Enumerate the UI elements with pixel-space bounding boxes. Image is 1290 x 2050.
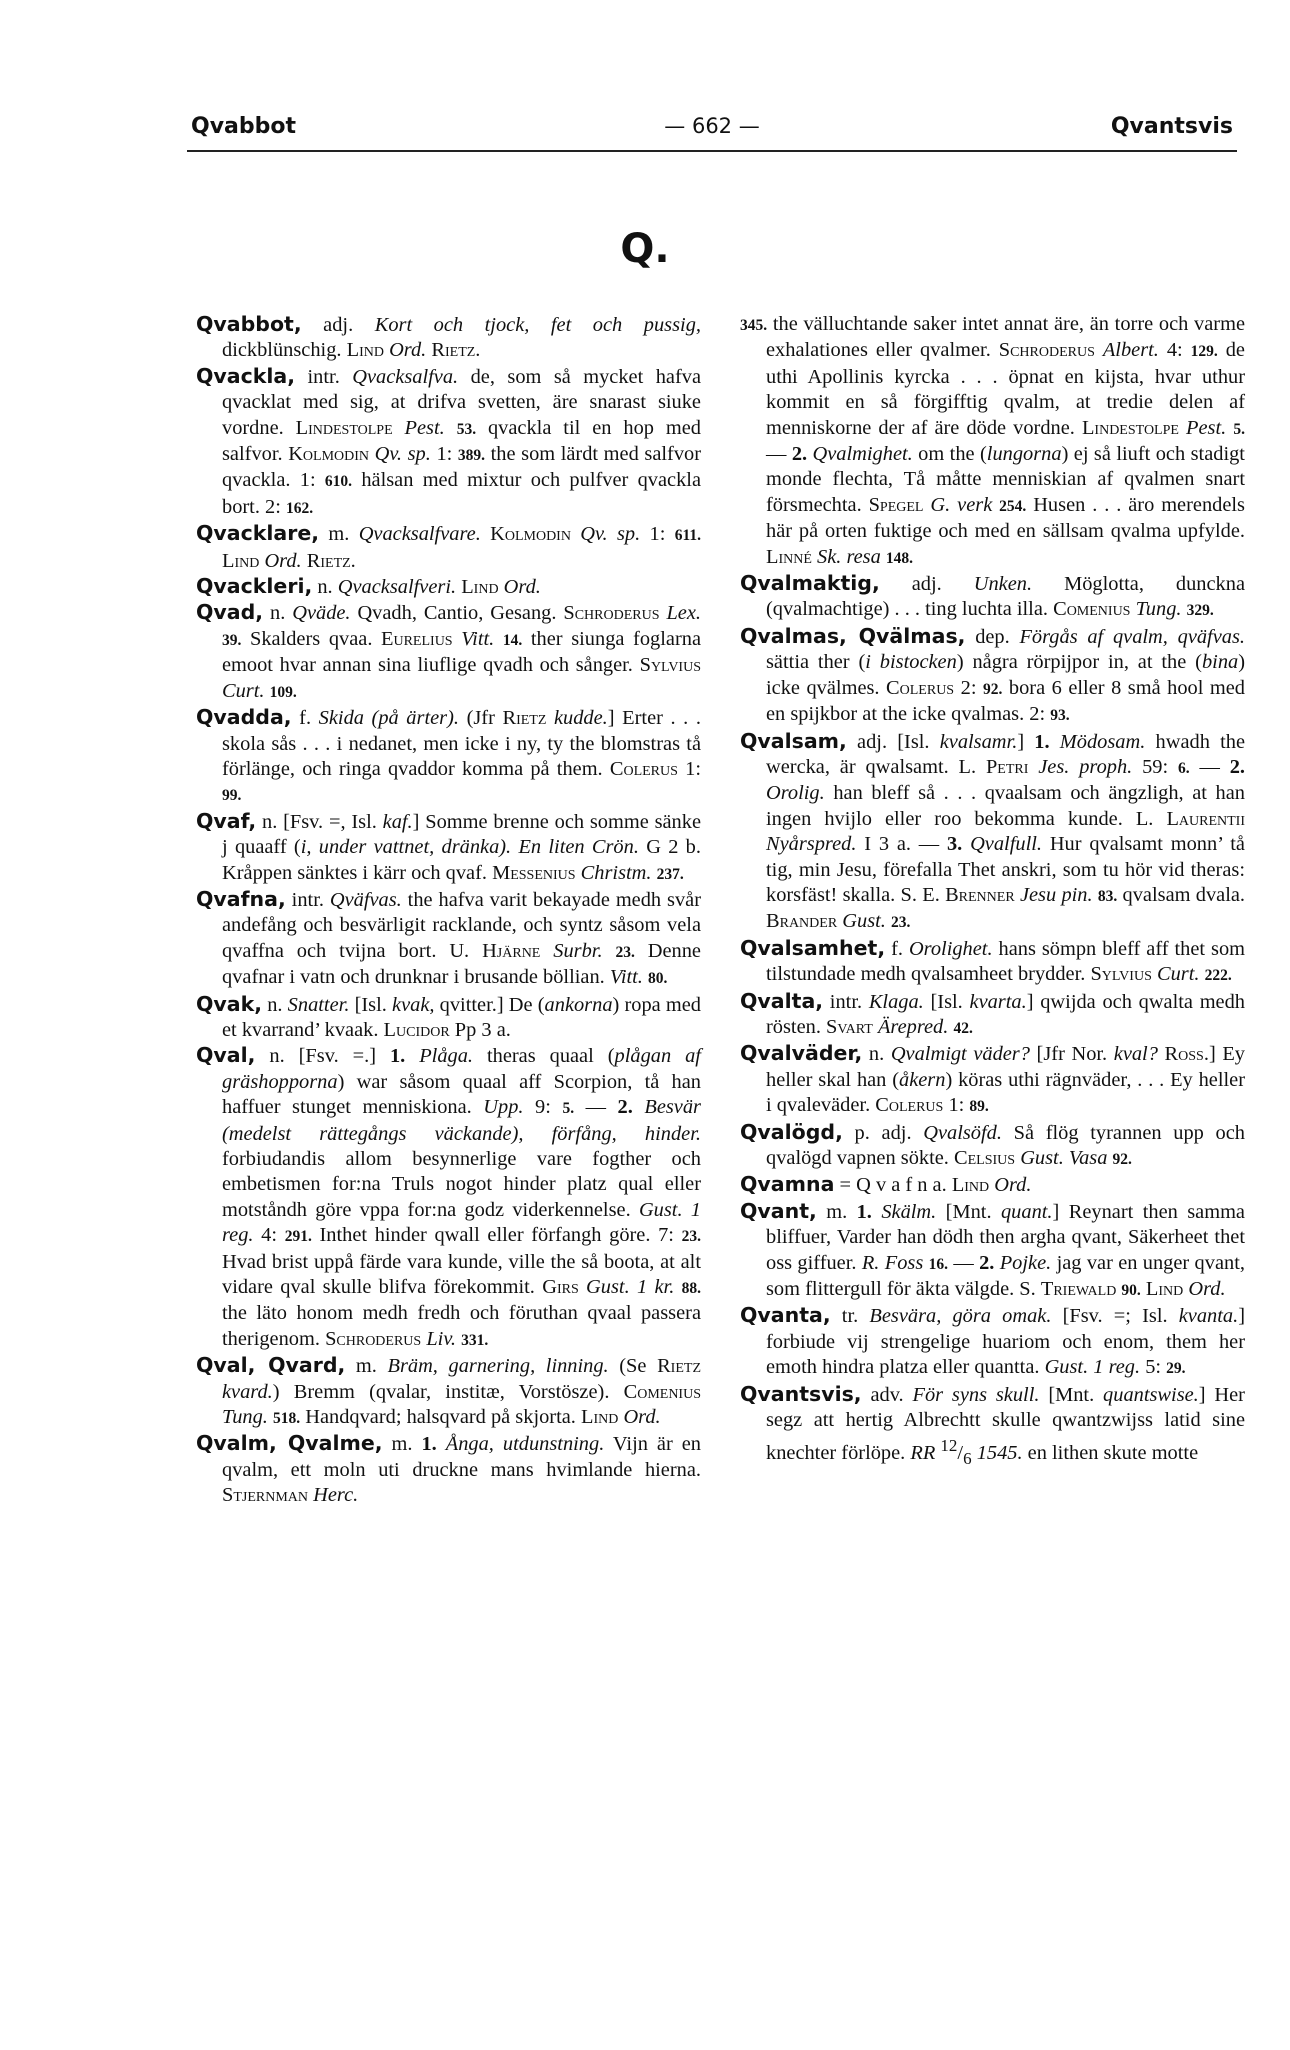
dictionary-entry: Qvabbot, adj. Kort och tjock, fet och pussig, dickblünschig. Lind Ord. Rietz. <box>196 312 701 362</box>
dictionary-entry: Qvalm, Qvalme, m. 1. Ånga, utdunstning. Vijn är en qvalm, ett moln uti druckne mans hvimlande hierna. Stjernman Herc. <box>196 1431 701 1507</box>
dictionary-entry: Qvantsvis, adv. För syns skull. [Mnt. quantswise.] Her segz att hertig Albrechtt skulle qwantzwijss latid sine knechter förlöpe. RR $^{12}/_6$ 1545. en lithen skute motte <box>740 1381 1245 1469</box>
running-header <box>187 114 1237 154</box>
dictionary-entry: Qvalta, intr. Klaga. [Isl. kvarta.] qwijda och qwalta medh rösten. Svart Ärepred. 42. <box>740 988 1245 1038</box>
header-rule <box>187 150 1237 152</box>
dictionary-entry: Qvadda, f. Skida (på ärter). (Jfr Rietz kudde.] Erter . . . skola sås . . . i nedanet, men icke i ny, ty the blomstras tå förlänge, och ringa qvaddor komma på them. Colerus 1: 99. <box>196 705 701 805</box>
dictionary-entry: Qvanta, tr. Besvära, göra omak. [Fsv. =; Isl. kvanta.] forbiude vij strengelige huariom och enom, them her emoth hindra platza eller quantta. Gust. 1 reg. 5: 29. <box>740 1303 1245 1379</box>
dictionary-entry: Qvalögd, p. adj. Qvalsöfd. Så flög tyrannen upp och qvalögd vapnen sökte. Celsius Gust. Vasa 92. <box>740 1119 1245 1169</box>
dictionary-entry: Qvacklare, m. Qvacksalfvare. Kolmodin Qv. sp. 1: 611. Lind Ord. Rietz. <box>196 521 702 572</box>
dictionary-entry: Qvamna = Q v a f n a. Lind Ord. <box>740 1172 1032 1197</box>
dictionary-entry: Qvafna, intr. Qväfvas. the hafva varit bekayade medh svår andefång och besvärligit racklande, och syntz såsom vela qvaffna och tvijna bort. U. Hjärne Surbr. 23. Denne qvafnar i vatn och drunknar i brusande böllian. Vitt. 80. <box>196 886 701 989</box>
dictionary-entry: Qval, Qvard, m. Bräm, garnering, linning. (Se Rietz kvard.) Bremm (qvalar, institæ, Vorstösze). Comenius Tung. 518. Handqvard; halsqvard på skjorta. Lind Ord. <box>196 1353 701 1429</box>
left-column <box>196 312 701 1832</box>
right-column <box>740 312 1245 1832</box>
dictionary-entry: 345. the välluchtande saker intet annat äre, än torre och varme exhalationes eller qvalmer. Schroderus Albert. 4: 129. de uthi Apollinis kyrcka . . . öpnat en kijsta, hvar uthur kommit en så förgifftig qvalm, at tredie delen af menniskorne der af äre döde vordne. Lindestolpe Pest. 5. — 2. Qvalmighet. om the (lungorna) ej så liuft och stadigt monde flechta, Tå måtte menniskian af qvalmen snart försmechta. Spegel G. verk 254. Husen . . . äro merendels här på orten fuktige och med en sällsam qvalma upfylde. Linné Sk. resa 148. <box>740 313 1245 568</box>
dictionary-entry: Qvak, n. Snatter. [Isl. kvak, qvitter.] De (ankorna) ropa med et kvarrand’ kvaak. Lucidor Pp 3 a. <box>196 991 701 1041</box>
dictionary-entry: Qvad, n. Qväde. Qvadh, Cantio, Gesang. Schroderus Lex. 39. Skalders qvaa. Eurelius Vitt. 14. ther siunga foglarna emoot hvar annan sina liuflige qvadh och sånger. Sylvius Curt. 109. <box>196 600 701 702</box>
header-last-word: Qvantsvis <box>1110 114 1233 139</box>
dictionary-entry: Qvackla, intr. Qvacksalfva. de, som så mycket hafva qvacklat med sig, at drifva svetten, äre snarast siuke vordne. Lindestolpe Pest. 53. qvackla til en hop med salfvor. Kolmodin Qv. sp. 1: 389. the som lärdt med salfvor qvackla. 1: 610. hälsan med mixtur och pulfver qvackla bort. 2: 162. <box>196 363 702 518</box>
dictionary-entry: Qvackleri, n. Qvacksalfveri. Lind Ord. <box>196 574 541 599</box>
dictionary-entry: Qvalmas, Qvälmas, dep. Förgås af qvalm, qväfvas. sättia ther (i bistocken) några rörpijpor in, at the (bina) icke qvälmes. Colerus 2: 92. bora 6 eller 8 små hool med en spijkbor at the icke qvalmas. 2: 93. <box>740 623 1246 726</box>
dictionary-entry: Qvalväder, n. Qvalmigt väder? [Jfr Nor. kval? Ross.] Ey heller skal han (åkern) köras uthi rägnväder, . . . Ey heller i qvaleväder. Colerus 1: 89. <box>740 1041 1245 1117</box>
section-letter: Q. <box>620 226 670 272</box>
dictionary-entry: Qvalmaktig, adj. Unken. Möglotta, dunckna (qvalmachtige) . . . ting luchta illa. Comenius Tung. 329. <box>740 571 1245 621</box>
dictionary-entry: Qval, n. [Fsv. =.] 1. Plåga. theras quaal (plågan af gräshopporna) war såsom quaal aff Scorpion, tå han haffuer stunget menniskiona. Upp. 9: 5. — 2. Besvär (medelst rättegångs väckande), förfång, hinder. forbiudandis allom besynnerlige vare fogther och embetismen for:na Truls nogot hinder platz qual eller motståndh göre vppa for:na godz viderkennelse. Gust. 1 reg. 4: 291. Inthet hinder qwall eller förfangh göre. 7: 23. Hvad brist uppå färde vara kunde, ville the så boota, at alt vidare qval skulle blifva förekommit. Girs Gust. 1 kr. 88. the läto honom medh fredh och föruthan qvaal passera therigenom. Schroderus Liv. 331. <box>196 1043 701 1350</box>
dictionary-entry: Qvalsamhet, f. Orolighet. hans sömpn bleff aff thet som tilstundade medh qvalsamheet brydder. Sylvius Curt. 222. <box>740 935 1245 986</box>
page-number: — 662 — <box>664 114 760 138</box>
dictionary-entry: Qvaf, n. [Fsv. =, Isl. kaf.] Somme brenne och somme sänke j quaaff (i, under vattnet, dränka). En liten Crön. G 2 b. Kråppen sänktes i kärr och qvaf. Messenius Christm. 237. <box>196 808 701 884</box>
dictionary-entry: Qvalsam, adj. [Isl. kvalsamr.] 1. Mödosam. hwadh the wercka, är qwalsamt. L. Petri Jes. proph. 59: 6. — 2. Orolig. han bleff så . . . qvaalsam och ängzligh, at han ingen hvijlo eller roo bekomma kunde. L. Laurentii Nyårspred. I 3 a. — 3. Qvalfull. Hur qvalsamt monn’ tå tig, min Jesu, förefalla Thet anskri, som tu hör vid theras: korsfäst! skalla. S. E. Brenner Jesu pin. 83. qvalsam dvala. Brander Gust. 23. <box>740 728 1246 933</box>
dictionary-entry: Qvant, m. 1. Skälm. [Mnt. quant.] Reynart then samma bliffuer, Varder han dödh then argha qvant, Säkerheet thet oss giffuer. R. Foss 16. — 2. Pojke. jag var en unger qvant, som flittergull för äkta välgde. S. Triewald 90. Lind Ord. <box>740 1198 1245 1301</box>
header-first-word: Qvabbot <box>191 114 297 139</box>
